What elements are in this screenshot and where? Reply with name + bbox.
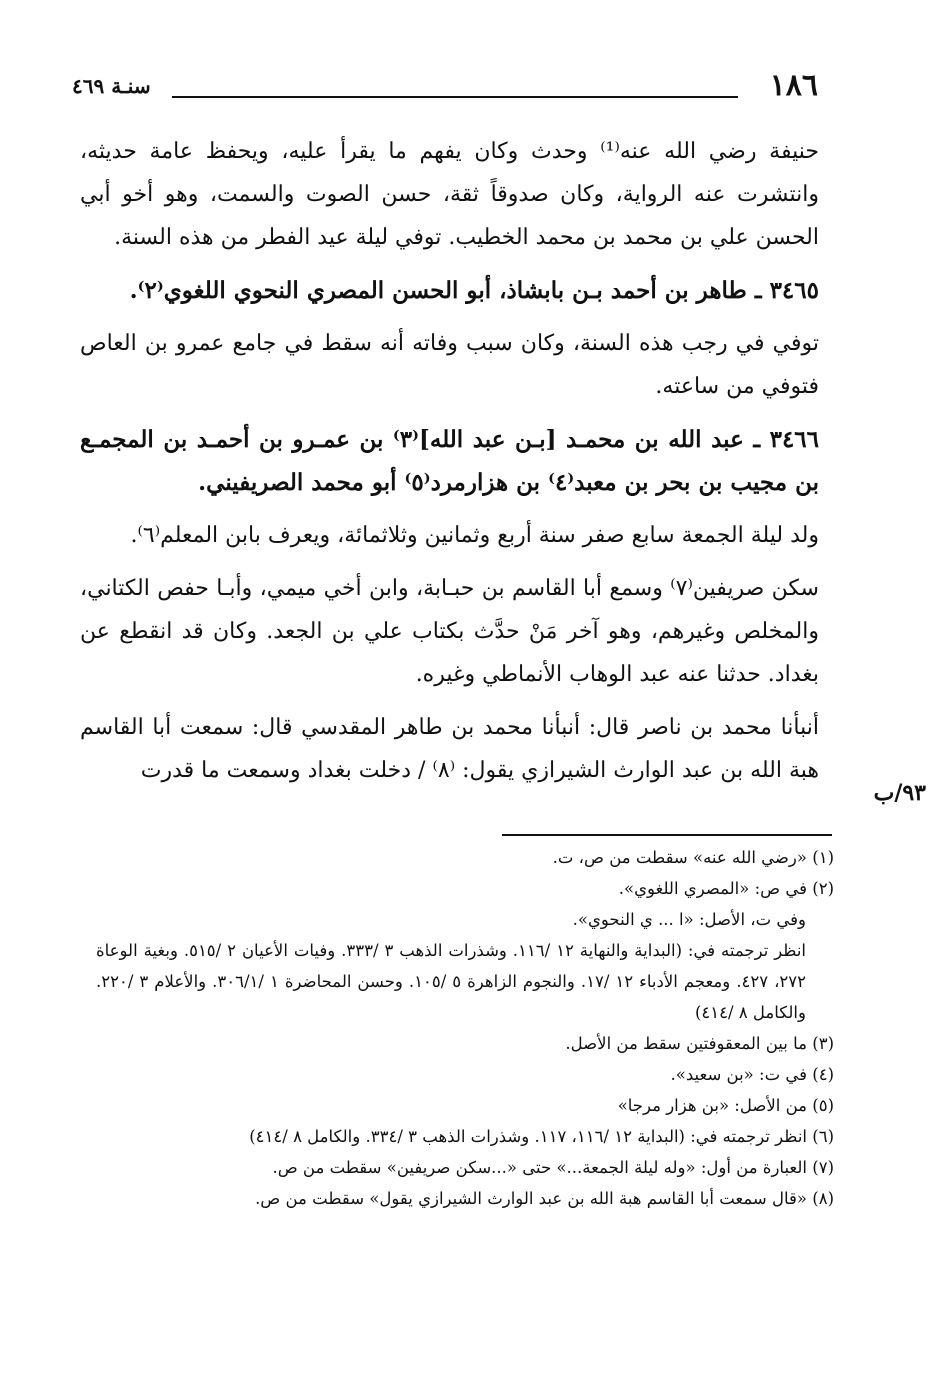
page-number: ١٨٦ (769, 68, 818, 103)
footnote: (٨) «قال سمعت أبا القاسم هبة الله بن عبد الوارث الشيرازي يقول» سقطت من ص. (255, 1189, 834, 1208)
header-rule (172, 96, 738, 98)
footnote: (١) «رضي الله عنه» سقطت من ص، ت. (552, 848, 834, 867)
running-header (72, 68, 826, 108)
paragraph: أنبأنا محمد بن ناصر قال: أنبأنا محمد بن طاهر المقدسي قال: سمعت أبا القاسم هبة الله بن عبد الوارث الشيرازي يقول: ⁽٨⁾ / دخلت بغداد وسمعت ما قدرت (80, 715, 819, 783)
biography-entry-heading: ٣٤٦٦ ـ عبد الله بن محمـد [بـن عبد الله]⁽٣⁾ بن عمـرو بن أحمـد بن المجمـع بن مجيب بن بحر بن معبد⁽٤⁾ بن هزارمرد⁽٥⁾ أبو محمد الصريفيني. (80, 426, 820, 496)
paragraph: توفي في رجب هذه السنة، وكان سبب وفاته أنه سقط في جامع عمرو بن العاص فتوفي من ساعته. (80, 331, 819, 399)
paragraph: حنيفة رضي الله عنه⁽¹⁾ وحدث وكان يفهم ما يقرأ عليه، ويحفظ عامة حديثه، وانتشرت عنه الرواية، وكان صدوقاً ثقة، حسن الصوت والسمت، وهو أخو أبي الحسن علي بن محمد بن محمد الخطيب. توفي ليلة عيد الفطر من هذه السنة. (80, 139, 819, 250)
paragraph: ولد ليلة الجمعة سابع صفر سنة أربع وثمانين وثلاثمائة، ويعرف بابن المعلم⁽٦⁾. (130, 523, 819, 548)
main-text (80, 130, 819, 802)
running-title-year: سنـة ٤٦٩ (72, 74, 151, 98)
footnote: (٥) من الأصل: «بن هزار مرجا» (617, 1096, 834, 1115)
footnote: (٤) في ت: «بن سعيد». (670, 1065, 834, 1084)
footnotes (96, 842, 834, 1214)
footnote: (٢) في ص: «المصري اللغوي». (618, 879, 834, 898)
footnote: وفي ت، الأصل: «ا ... ي النحوي». (572, 910, 806, 929)
footnote: (٧) العبارة من أول: «وله ليلة الجمعة...» حتى «...سكن صريفين» سقطت من ص. (272, 1158, 834, 1177)
footnote: (٦) انظر ترجمته في: (البداية ١٢ /١١٦، ١١٧. وشذرات الذهب ٣ /٣٣٤. والكامل ٨ /٤١٤) (249, 1127, 834, 1146)
footnote: انظر ترجمته في: (البداية والنهاية ١٢ /١١٦. وشذرات الذهب ٣ /٣٣٣. وفيات الأعيان ٢ /٥١٥. وبغية الوعاة ٢٧٢، ٤٢٧. ومعجم الأدباء ١٢ /١٧. والنجوم الزاهرة ٥ /١٠٥. وحسن المحاضرة ١ /٣٠٦/١. والأعلام ٣ /٢٢٠. والكامل ٨ /٤١٤) (96, 941, 807, 1022)
biography-entry-heading: ٣٤٦٥ ـ طاهر بن أحمد بـن بابشاذ، أبو الحسن المصري النحوي اللغوي⁽٢⁾. (129, 277, 819, 304)
footnote: (٣) ما بين المعقوفتين سقط من الأصل. (565, 1034, 834, 1053)
footnote-separator (502, 834, 832, 836)
paragraph: سكن صريفين⁽٧⁾ وسمع أبا القاسم بن حبـابة، وابن أخي ميمي، وأبـا حفص الكتاني، والمخلص وغيرهم، وهو آخر مَنْ حدَّث بكتاب علي بن الجعد. وكان قد انقطع عن بغداد. حدثنا عنه عبد الوهاب الأنماطي وغيره. (80, 576, 819, 687)
manuscript-folio-marker: ٩٣/ب (873, 780, 926, 806)
